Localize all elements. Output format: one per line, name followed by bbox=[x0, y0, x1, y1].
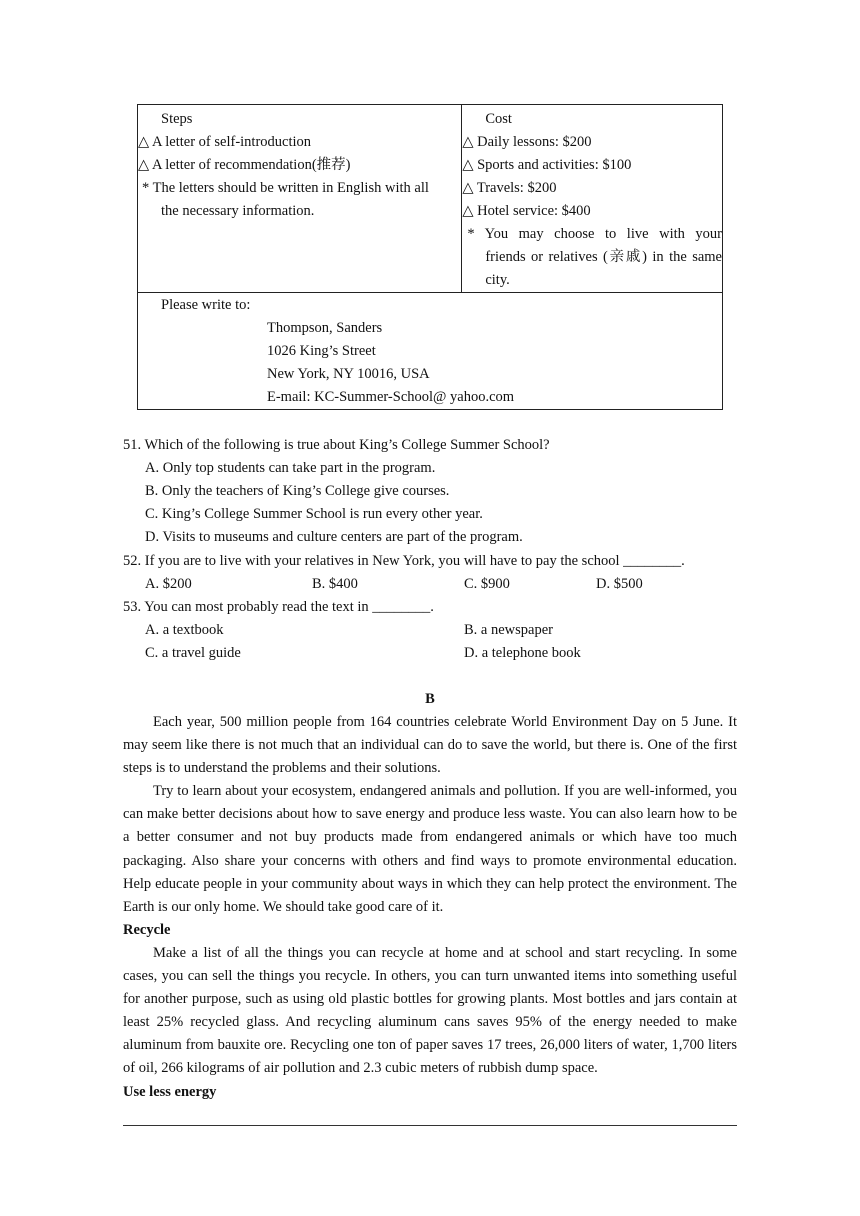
cost-note-cont: city. bbox=[485, 272, 510, 288]
address-line: E-mail: KC-Summer-School@ yahoo.com bbox=[267, 389, 515, 405]
subheading-use-less-energy: Use less energy bbox=[123, 1083, 217, 1100]
question-51-option-d: D. Visits to museums and culture centers are part of the program. bbox=[145, 529, 523, 545]
address-line: New York, NY 10016, USA bbox=[267, 366, 430, 382]
paragraph: Try to learn about your ecosystem, endangered animals and pollution. If you are well-informed, you can make better decisions about how to save energy and produce less waste. You can also learn how to be a better consumer and not buy products made from endangered animals or which have too much packaging. Also share your concerns with others and find ways to promote environmental education. Help educate people in your community about ways in which they can help protect the environment. The Earth is our only home. We should take good care of it. bbox=[123, 783, 737, 915]
question-51-option-c: C. King’s College Summer School is run every other year. bbox=[145, 506, 483, 522]
question-53-stem: 53. You can most probably read the text in ________. bbox=[123, 599, 434, 615]
subheading-recycle: Recycle bbox=[123, 921, 171, 938]
question-53-option-d: D. a telephone book bbox=[464, 645, 581, 661]
address-cell bbox=[138, 293, 723, 410]
footer-rule bbox=[123, 1125, 737, 1126]
cost-item: △ Travels: $200 bbox=[462, 180, 557, 196]
address-line: 1026 King’s Street bbox=[267, 343, 376, 359]
passage-heading: B bbox=[425, 691, 435, 707]
cost-note-cont: friends or relatives (亲戚) in the same bbox=[485, 249, 722, 265]
paragraph: Each year, 500 million people from 164 countries celebrate World Environment Day on 5 June. It may seem like there is not much that an individual can do to save the world, but there is. One of the first steps is to understand the problems and their solutions. bbox=[123, 714, 737, 777]
steps-cell bbox=[138, 105, 462, 293]
cost-item: △ Sports and activities: $100 bbox=[462, 157, 632, 173]
question-51-option-b: B. Only the teachers of King’s College give courses. bbox=[145, 483, 450, 499]
paragraph: Make a list of all the things you can recycle at home and at school and start recycling. In some cases, you can sell the things you recycle. In others, you can turn unwanted items into something useful for another purpose, such as using old plastic bottles for growing plants. Most bottles and jars contain at least 25% recycled glass. And recycling aluminum cans saves 95% of the energy needed to make aluminum from bauxite ore. Recycling one ton of paper saves 17 trees, 26,000 liters of water, 1,700 liters of oil, 266 kilograms of air pollution and 2.3 cubic meters of rubbish dump space. bbox=[123, 944, 737, 1077]
address-line: Thompson, Sanders bbox=[267, 320, 383, 336]
question-53-option-c: C. a travel guide bbox=[145, 645, 241, 661]
question-53-option-a: A. a textbook bbox=[145, 622, 224, 638]
question-53-option-b: B. a newspaper bbox=[464, 622, 553, 638]
question-51-stem: 51. Which of the following is true about King’s College Summer School? bbox=[123, 437, 550, 453]
cost-item: △ Hotel service: $400 bbox=[462, 203, 591, 219]
write-to-label: Please write to: bbox=[161, 297, 251, 313]
question-52-option-d: D. $500 bbox=[596, 576, 643, 592]
question-52-option-c: C. $900 bbox=[464, 576, 510, 592]
cost-item: △ Daily lessons: $200 bbox=[462, 134, 592, 150]
info-table bbox=[137, 104, 723, 410]
passage-body bbox=[123, 711, 737, 1104]
steps-header: Steps bbox=[161, 111, 193, 127]
cost-note: * You may choose to live with your bbox=[467, 226, 722, 242]
steps-note-cont: the necessary information. bbox=[161, 203, 315, 219]
question-51-option-a: A. Only top students can take part in the program. bbox=[145, 460, 436, 476]
steps-item: △ A letter of recommendation(推荐) bbox=[138, 157, 351, 173]
cost-cell bbox=[462, 105, 723, 293]
steps-note: * The letters should be written in English with all bbox=[142, 180, 429, 196]
question-52-option-b: B. $400 bbox=[312, 576, 358, 592]
question-52-option-a: A. $200 bbox=[145, 576, 192, 592]
steps-item: △ A letter of self-introduction bbox=[138, 134, 312, 150]
cost-header: Cost bbox=[485, 111, 512, 127]
question-52-stem: 52. If you are to live with your relatives in New York, you will have to pay the school ________. bbox=[123, 553, 685, 569]
